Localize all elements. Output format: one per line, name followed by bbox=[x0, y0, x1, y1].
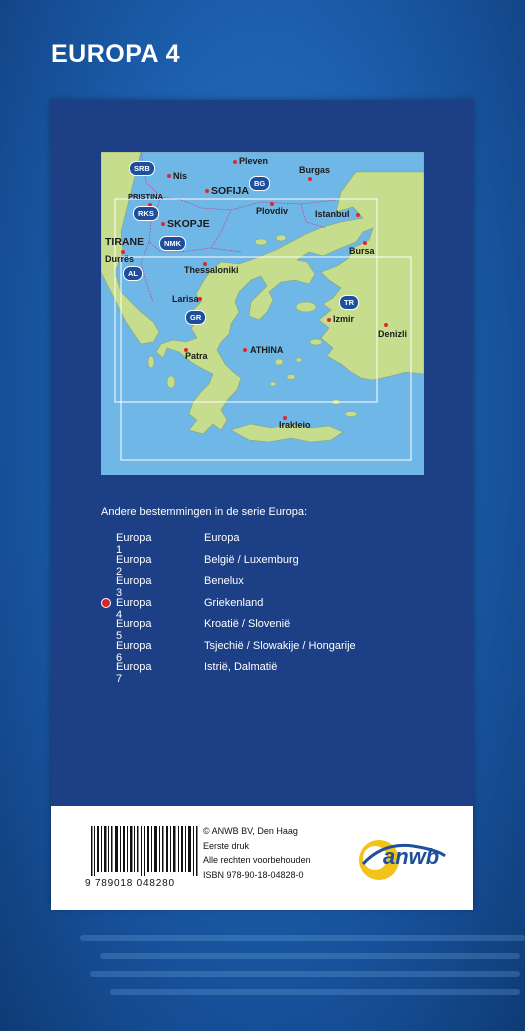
series-name: Europa bbox=[204, 532, 240, 544]
country-badge: AL bbox=[123, 266, 143, 281]
content-panel bbox=[51, 100, 473, 908]
isbn-text: ISBN 978-90-18-04828-0 bbox=[203, 869, 304, 880]
city-label: Patra bbox=[185, 351, 208, 361]
city-label: Larisa bbox=[172, 294, 199, 304]
current-marker-icon bbox=[101, 598, 111, 608]
city-label: SKOPJE bbox=[167, 218, 210, 230]
series-code: Europa 4 bbox=[116, 596, 152, 621]
city-label: TIRANE bbox=[105, 236, 145, 248]
rights-text: Alle rechten voorbehouden bbox=[203, 855, 311, 865]
anwb-logo-icon bbox=[353, 828, 453, 888]
series-code: Europa 6 bbox=[116, 639, 152, 664]
city-dot bbox=[161, 222, 165, 226]
barcode-icon bbox=[91, 826, 201, 876]
footer bbox=[51, 806, 473, 910]
series-code: Europa 7 bbox=[116, 661, 152, 685]
country-badge: RKS bbox=[133, 206, 159, 221]
city-label: Plovdiv bbox=[256, 206, 289, 216]
series-name: België / Luxemburg bbox=[204, 553, 299, 566]
city-dot bbox=[205, 189, 209, 193]
city-label: Bursa bbox=[349, 246, 375, 256]
city-label: ATHINA bbox=[250, 345, 284, 355]
page-title: EUROPA 4 bbox=[51, 40, 181, 68]
city-dot bbox=[167, 174, 171, 178]
city-label: Denizli bbox=[378, 329, 408, 339]
logo-text: anwb bbox=[383, 844, 440, 869]
city-dot bbox=[243, 348, 247, 352]
city-label: Durrës bbox=[105, 254, 135, 264]
series-code: Europa 2 bbox=[116, 553, 152, 578]
series-name: Tsjechië / Slowakije / Hongarije bbox=[204, 639, 356, 652]
series-name: Griekenland bbox=[204, 596, 264, 609]
city-dot bbox=[363, 241, 367, 245]
country-badge: BG bbox=[249, 176, 270, 191]
series-code: Europa 1 bbox=[116, 532, 152, 556]
tire-tread-decoration bbox=[80, 925, 525, 1005]
overview-map bbox=[101, 152, 424, 475]
city-label: Pleven bbox=[239, 156, 269, 166]
city-dot bbox=[356, 213, 360, 217]
country-badge: GR bbox=[185, 310, 206, 325]
series-heading: Andere bestemmingen in de serie Europa: bbox=[101, 506, 308, 518]
city-label: SOFIJA bbox=[211, 185, 249, 197]
city-label: Izmir bbox=[333, 314, 355, 324]
series-code: Europa 3 bbox=[116, 575, 152, 599]
barcode-digits: 9 789018 048280 bbox=[85, 878, 175, 889]
country-badge: TR bbox=[339, 295, 359, 310]
city-label: Irakleio bbox=[279, 420, 311, 430]
edition-text: Eerste druk bbox=[203, 840, 250, 851]
country-badge: NMK bbox=[159, 236, 186, 251]
city-label: Istanbul bbox=[315, 209, 350, 219]
publication-info bbox=[203, 824, 311, 882]
city-dot bbox=[327, 318, 331, 322]
city-label: Thessaloniki bbox=[184, 265, 239, 275]
city-dot bbox=[233, 160, 237, 164]
city-label: Nis bbox=[173, 171, 188, 181]
city-dot bbox=[308, 177, 312, 181]
country-badge: SRB bbox=[129, 161, 155, 176]
series-code: Europa 5 bbox=[116, 618, 152, 642]
copyright-text: © ANWB BV, Den Haag bbox=[203, 826, 298, 836]
city-dot bbox=[384, 323, 388, 327]
city-label: Burgas bbox=[299, 165, 331, 175]
series-name: Benelux bbox=[204, 575, 244, 587]
series-name: Kroatië / Slovenië bbox=[204, 618, 291, 630]
series-name: Istrië, Dalmatië bbox=[204, 661, 278, 673]
city-label: PRISTINA bbox=[128, 192, 164, 201]
